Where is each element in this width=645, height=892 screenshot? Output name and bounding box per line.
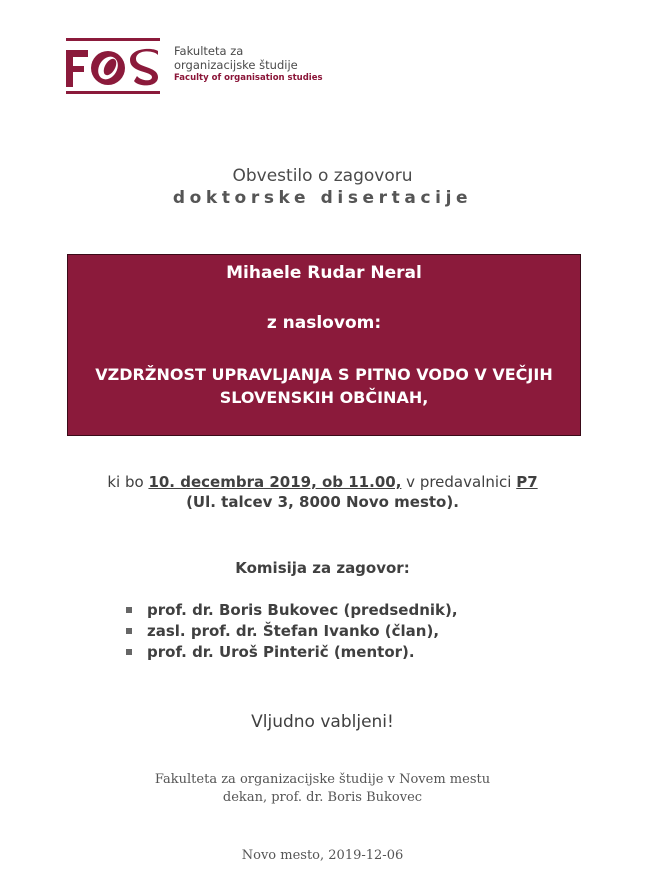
thesis-title-line2: SLOVENSKIH OBČINAH, bbox=[219, 388, 429, 407]
committee-heading: Komisija za zagovor: bbox=[235, 559, 410, 577]
details-middle: v predavalnici bbox=[401, 473, 517, 491]
thesis-title-line1: VZDRŽNOST UPRAVLJANJA S PITNO VODO V VEČJIH bbox=[95, 365, 553, 384]
logo-name-line1: Fakulteta za bbox=[174, 44, 244, 58]
committee-member bbox=[126, 621, 458, 642]
committee-member-text: zasl. prof. dr. Štefan Ivanko (član), bbox=[147, 622, 440, 640]
committee-member bbox=[126, 642, 458, 663]
committee-member-text: prof. dr. Boris Bukovec (predsednik), bbox=[147, 601, 458, 619]
committee-member bbox=[126, 600, 458, 621]
notice-subtitle: doktorske disertacije bbox=[172, 188, 473, 208]
bullet-icon bbox=[126, 649, 132, 655]
thesis-title bbox=[68, 363, 580, 409]
logo-name-en: Faculty of organisation studies bbox=[174, 73, 323, 83]
fos-logo-mark bbox=[66, 36, 162, 96]
committee-member-text: prof. dr. Uroš Pinterič (mentor). bbox=[147, 643, 415, 661]
with-title-label: z naslovom: bbox=[266, 313, 382, 333]
defense-room: P7 bbox=[516, 473, 538, 491]
defense-address: (Ul. talcev 3, 8000 Novo mesto). bbox=[186, 493, 459, 511]
bullet-icon bbox=[126, 628, 132, 634]
signature-institution: Fakulteta za organizacijske študije v Novem mestu bbox=[154, 772, 491, 787]
logo-name-line2: organizacijske študije bbox=[174, 58, 298, 72]
candidate-name: Mihaele Rudar Neral bbox=[226, 263, 422, 283]
logo-text bbox=[174, 44, 323, 85]
bullet-icon bbox=[126, 607, 132, 613]
notice-title: Obvestilo o zagovoru bbox=[232, 166, 413, 186]
signature bbox=[0, 771, 645, 807]
defense-details bbox=[0, 472, 645, 512]
greeting: Vljudno vabljeni! bbox=[251, 712, 394, 732]
faculty-logo bbox=[66, 36, 326, 96]
defense-details-line1 bbox=[0, 472, 645, 492]
details-prefix: ki bo bbox=[107, 473, 149, 491]
document-date: Novo mesto, 2019-12-06 bbox=[241, 848, 404, 863]
signature-dean: dekan, prof. dr. Boris Bukovec bbox=[222, 790, 423, 805]
committee-list bbox=[126, 600, 458, 663]
dissertation-box bbox=[67, 254, 581, 436]
defense-datetime: 10. decembra 2019, ob 11.00, bbox=[148, 473, 402, 491]
